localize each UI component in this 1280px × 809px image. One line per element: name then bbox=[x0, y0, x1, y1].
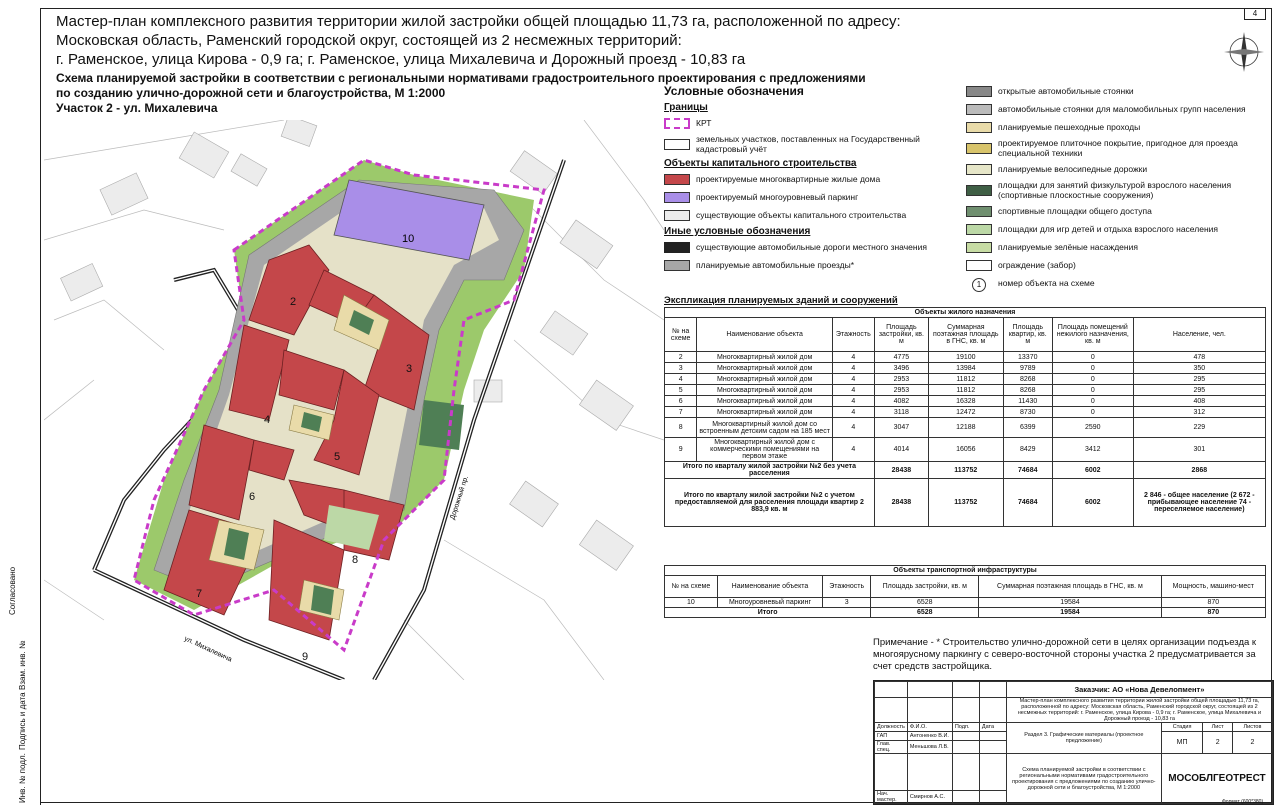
stamp-sheet-title: Схема планируемой застройки в соответствии с региональными нормативами градостроительного проектирования с предложениями по созданию улично-дорожной сети и благоустройства, М 1:2000 bbox=[1006, 754, 1161, 804]
map-label-4: 4 bbox=[264, 414, 271, 426]
total-row-2: Итого по кварталу жилой застройки №2 с учетом предоставляемой для расселения площади квартир 2 883,9 кв. м 28438 113752 74684 6002 2 846 - общее население (2 672 - прибывающее население 74 - переселяемое население) bbox=[665, 479, 1266, 527]
legend-item-green: планируемые зелёные насаждения bbox=[966, 240, 1266, 254]
table-row: 6 Многоквартирный жилой дом 4 4082 16328 11430 0 408 bbox=[665, 396, 1266, 407]
fitness-swatch-icon bbox=[966, 185, 992, 196]
tile-swatch-icon bbox=[966, 143, 992, 154]
total-row-1: Итого по кварталу жилой застройки №2 без учета расселения 28438 113752 74684 6002 2868 bbox=[665, 462, 1266, 479]
table-row: 8 Многоквартирный жилой дом со встроенным детским садом на 185 мест 4 3047 12188 6399 2590 229 bbox=[665, 418, 1266, 438]
legend-item-open-parking: открытые автомобильные стоянки bbox=[966, 84, 1266, 98]
land-plot-swatch-icon bbox=[664, 139, 690, 150]
legend-item-existing: существующие объекты капитального строительства bbox=[664, 208, 964, 222]
map-label-10: 10 bbox=[402, 233, 415, 245]
legend-item-number: 1 номер объекта на схеме bbox=[966, 276, 1266, 290]
map-label-8: 8 bbox=[352, 554, 359, 566]
map-label-2: 2 bbox=[290, 296, 297, 308]
residential-table: Объекты жилого назначения № на схеме Наименование объекта Этажность Площадь застройки, кв. м Суммарная поэтажная площадь в ГНС, кв. м Площадь квартир, кв. м Площадь помещений нежилого назначения, кв. м Население, чел. 2 Многоквартирный жилой дом 4 4775 19100 13370 0 478 3 Многоквартирный жилой дом 4 3496 13984 9789 0 350 4 Многоквартирный жилой дом 4 2953 11812 8268 0 295 5 Многоквартирный жилой дом 4 2953 11812 8268 0 295 6 Многоквартирный жилой дом 4 4082 16328 11430 0 408 7 Многоквартирный жилой дом 4 3118 12472 8730 0 312 8 Многоквартирный жилой дом со встроенным детским садом на 185 мест 4 3047 12188 6399 2590 229 9 Многоквартирный жилой дом с коммерческими помещениями на первом этаже 4 4014 16056 8429 3412 301 Итого по кварталу жилой застройки №2 без учета расселения 28438 113752 74684 6002 2868 Итого по кварталу жилой застройки №2 с учетом предоставляемой для расселения площади квартир 2 883,9 кв. м 28438 113752 74684 6002 2 846 - общее население (2 672 - прибывающее население 74 - переселяемое население) bbox=[664, 307, 1266, 527]
table-row: 4 Многоквартирный жилой дом 4 2953 11812 8268 0 295 bbox=[665, 374, 1266, 385]
legend-item-mgn-parking: автомобильные стоянки для маломобильных групп населения bbox=[966, 102, 1266, 116]
title-line-6: Участок 2 - ул. Михалевича bbox=[56, 101, 218, 115]
legend-item-parking: проектируемый многоуровневый паркинг bbox=[664, 190, 964, 204]
bike-swatch-icon bbox=[966, 164, 992, 175]
street-label-mikhalevicha: ул. Михалевича bbox=[183, 635, 233, 664]
legend-item-roads: существующие автомобильные дороги местного значения bbox=[664, 240, 964, 254]
title-line-2: Московская область, Раменский городской округ, состоящей из 2 несмежных территорий: bbox=[56, 32, 682, 49]
legend-item-residential: проектируемые многоквартирные жилые дома bbox=[664, 172, 964, 186]
legend-item-krt: КРТ bbox=[664, 116, 964, 130]
krt-swatch-icon bbox=[664, 118, 690, 129]
side-approval-strip bbox=[0, 425, 41, 805]
legend-item-drives: планируемые автомобильные проезды* bbox=[664, 258, 964, 272]
title-stamp: Заказчик: АО «Нова Девелопмент» Мастер-план комплексного развития территории жилой застройки общей площадью 11,73 га, расположенной по адресу: Московская область, Раменский городской округ, состоящей из 2 несмежных территорий: г. Раменское, улица Кирова - 0,9 га; г. Раменское, улица Михалевича и Дорожный проезд - 10,83 га Должность Ф.И.О. Подп. Дата Раздел 3. Графические материалы (проектное предложение) Стадия Лист Листов ГАП Антоненко В.И. МП 2 2 Глав. спец. Меньшова Л.В. Схема планируемой застройки в соответствии с региональными нормативами градостроительного проектирования с предложениями по созданию улично-дорожной сети и благоустройства, М 1:2000 МОСОБЛГЕОТРЕСТ Нач. мастер. Смирнов А.С. bbox=[873, 680, 1274, 805]
title-line-3: г. Раменское, улица Кирова - 0,9 га; г. Раменское, улица Михалевича и Дорожный проезд - 10,83 га bbox=[56, 51, 746, 68]
parking-swatch-icon bbox=[664, 192, 690, 203]
map-label-5: 5 bbox=[334, 451, 341, 463]
side-label-inv-orig: Инв. № подл. bbox=[18, 753, 27, 803]
playground-swatch-icon bbox=[966, 224, 992, 235]
map-label-3: 3 bbox=[406, 363, 413, 375]
number-circle-icon: 1 bbox=[972, 278, 986, 292]
map-label-6: 6 bbox=[249, 491, 256, 503]
explication-title: Экспликация планируемых зданий и сооружений bbox=[664, 295, 898, 306]
legend-title: Условные обозначения bbox=[664, 84, 804, 98]
format-label: Формат (600*380) bbox=[1222, 799, 1264, 805]
transport-table: Объекты транспортной инфраструктуры № на схеме Наименование объекта Этажность Площадь застройки, кв. м Суммарная поэтажная площадь в ГНС, кв. м Мощность, машино-мест 10 Многоуровневый паркинг 3 6528 19584 870 Итого 6528 19584 870 bbox=[664, 565, 1266, 618]
street-label-dorozhny: Дорожный пр. bbox=[449, 475, 470, 521]
map-label-7: 7 bbox=[196, 588, 203, 600]
transport-row: 10 Многоуровневый паркинг 3 6528 19584 870 bbox=[665, 598, 1266, 608]
transport-table-title: Объекты транспортной инфраструктуры bbox=[665, 566, 1266, 576]
legend-item-playground: площадки для игр детей и отдыха взрослого населения bbox=[966, 222, 1266, 236]
north-arrow-icon bbox=[1222, 30, 1266, 74]
fence-swatch-icon bbox=[966, 260, 992, 271]
table-row: 3 Многоквартирный жилой дом 4 3496 13984 9789 0 350 bbox=[665, 363, 1266, 374]
table-row: 9 Многоквартирный жилой дом с коммерческими помещениями на первом этаже 4 4014 16056 8429 3412 301 bbox=[665, 438, 1266, 462]
title-line-4: Схема планируемой застройки в соответствии с региональными нормативами градостроительного проектирования с предложениями bbox=[56, 71, 866, 85]
residential-swatch-icon bbox=[664, 174, 690, 185]
side-label-approved: Согласовано bbox=[8, 566, 17, 615]
transport-total-row: Итого 6528 19584 870 bbox=[665, 608, 1266, 618]
table-row: 7 Многоквартирный жилой дом 4 3118 12472 8730 0 312 bbox=[665, 407, 1266, 418]
legend-section-other: Иные условные обозначения bbox=[664, 226, 811, 237]
side-label-replace-inv: Взам. инв. № bbox=[18, 640, 27, 690]
stamp-company: МОСОБЛГЕОТРЕСТ bbox=[1161, 754, 1272, 804]
legend-item-tile: проектируемое плиточное покрытие, пригодное для проезда специальной техники bbox=[966, 138, 1266, 158]
legend-item-land-plots: земельных участков, поставленных на Государственный кадастровый учёт bbox=[664, 134, 964, 154]
table-row: 2 Многоквартирный жилой дом 4 4775 19100 13370 0 478 bbox=[665, 352, 1266, 363]
sport-swatch-icon bbox=[966, 206, 992, 217]
green-swatch-icon bbox=[966, 242, 992, 253]
side-label-sign-date: Подпись и дата bbox=[18, 692, 27, 750]
road-swatch-icon bbox=[664, 242, 690, 253]
walkway-swatch-icon bbox=[966, 122, 992, 133]
existing-swatch-icon bbox=[664, 210, 690, 221]
note-text: Примечание - * Строительство улично-дорожной сети в целях организации подъезда к многоярусному паркингу с северо-восточной стороны участка 2 предусматривается за счет средств застройщика. bbox=[873, 637, 1257, 672]
mgn-parking-swatch-icon bbox=[966, 104, 992, 115]
legend-section-borders: Границы bbox=[664, 102, 708, 113]
legend-left bbox=[664, 84, 964, 276]
stamp-customer: Заказчик: АО «Нова Девелопмент» bbox=[1006, 682, 1272, 698]
title-line-1: Мастер-план комплексного развития территории жилой застройки общей площадью 11,73 га, расположенной по адресу: bbox=[56, 13, 901, 30]
open-parking-swatch-icon bbox=[966, 86, 992, 97]
legend-item-walkways: планируемые пешеходные проходы bbox=[966, 120, 1266, 134]
legend-item-sport: спортивные площадки общего доступа bbox=[966, 204, 1266, 218]
table-row: 5 Многоквартирный жилой дом 4 2953 11812 8268 0 295 bbox=[665, 385, 1266, 396]
legend-right bbox=[966, 84, 1266, 294]
legend-item-bike: планируемые велосипедные дорожки bbox=[966, 162, 1266, 176]
sheet-number: 4 bbox=[1244, 8, 1266, 20]
stamp-section: Раздел 3. Графические материалы (проектное предложение) bbox=[1006, 723, 1161, 754]
residential-table-title: Объекты жилого назначения bbox=[665, 308, 1266, 318]
stamp-project: Мастер-план комплексного развития территории жилой застройки общей площадью 11,73 га, расположенной по адресу: Московская область, Раменский городской округ, состоящей из 2 несмежных территорий: г. Раменское, улица Кирова - 0,9 га; г. Раменское, улица Михалевича и Дорожный проезд - 10,83 га bbox=[1006, 698, 1272, 723]
legend-section-objects: Объекты капитального строительства bbox=[664, 158, 857, 169]
site-map bbox=[44, 120, 664, 680]
map-label-9: 9 bbox=[302, 651, 309, 663]
legend-item-fence: ограждение (забор) bbox=[966, 258, 1266, 272]
drive-swatch-icon bbox=[664, 260, 690, 271]
legend-item-fitness: площадки для занятий физкультурой взрослого населения (спортивные плоскостные сооружения) bbox=[966, 180, 1266, 200]
title-line-5: по созданию улично-дорожной сети и благоустройства, М 1:2000 bbox=[56, 86, 446, 100]
